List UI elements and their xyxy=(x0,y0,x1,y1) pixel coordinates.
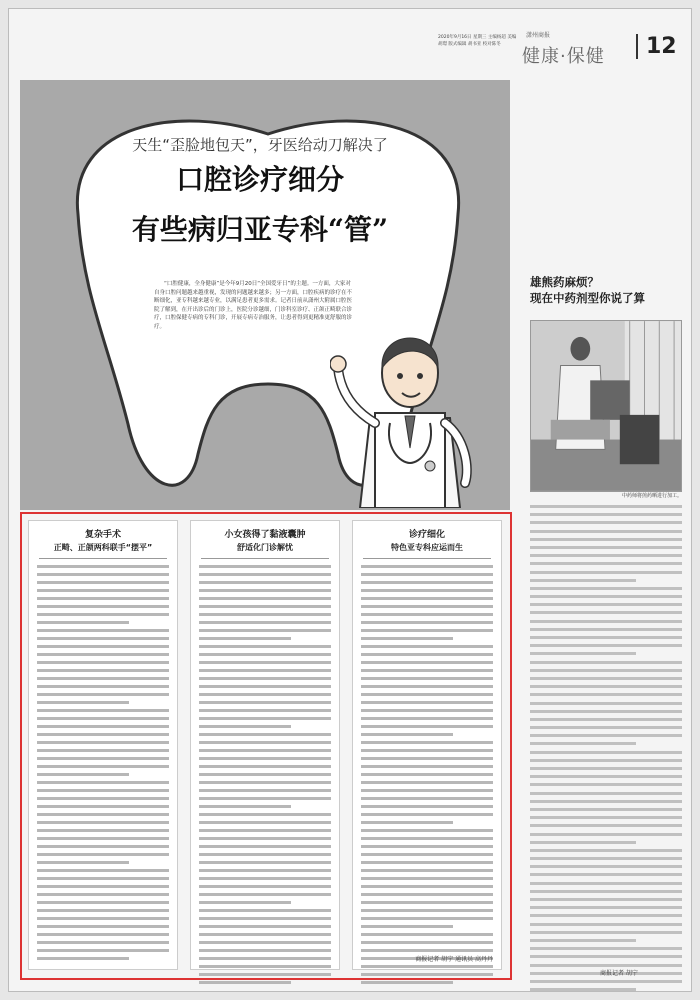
column-3-rule xyxy=(363,558,491,559)
header-brand: 潇州商报 xyxy=(526,32,551,39)
column-2-subtitle: 舒适化门诊解忧 xyxy=(237,543,293,552)
column-1-subtitle: 正畸、正颌两科联手“摆平” xyxy=(53,543,153,552)
column-3-body xyxy=(353,565,501,984)
side-title-line-1: 雄熊药麻烦？ xyxy=(530,275,599,289)
column-1-rule xyxy=(39,558,167,559)
side-title-line-2: 现在中药剂型你说了算 xyxy=(530,291,645,305)
section-title: 健康·保健 xyxy=(522,46,605,67)
column-3-byline: 商报记者 胡宁 通讯员 高丹丹 xyxy=(415,956,493,963)
column-2-rule xyxy=(201,558,329,559)
column-3-title: 诊疗细化 xyxy=(408,530,445,540)
doctor-cartoon xyxy=(330,298,490,508)
side-article-title xyxy=(530,274,690,306)
page-number: 12 xyxy=(636,34,677,59)
column-2-title: 小女孩得了黏液囊肿 xyxy=(224,530,306,540)
article-column-2 xyxy=(190,520,340,970)
headline-line-1: 口腔诊疗细分 xyxy=(175,163,344,196)
side-byline: 商报记者 胡宁 xyxy=(600,970,638,977)
article-column-1 xyxy=(28,520,178,970)
headline-line-2: 有些病归亚专科“管” xyxy=(131,213,389,246)
feature-lead: “口腔健康，全身健康”是今年9月20日“全国爱牙日”的主题。一方面，大家对自身口腔问题越来越重视，发现的问题越来越多；另一方面，口腔疾病的诊疗在不断细化，亚专科越来越专业，以满足患者更多需求。记者日前从潇州大附属口腔医院了解到，在开出诊后的门诊上，医院分诊越细，门诊科室诊疗、正颌正畸联合诊疗，口腔保健专病的专科门诊，开展专病专治服务，让患者得到更精准更舒服的诊疗。 xyxy=(154,281,353,330)
header-meta: 2020年9月16日 星期三 主编杨超 美编胡璟 版式编辑 胡书亚 校对陈冬 xyxy=(438,35,517,47)
column-1-body xyxy=(29,565,177,960)
page-header xyxy=(438,20,688,75)
pharmacist-photo xyxy=(530,320,682,492)
column-1-title: 复杂手术 xyxy=(84,530,121,540)
side-article-body xyxy=(530,505,682,980)
column-2-body xyxy=(191,565,339,984)
column-3-subtitle: 特色亚专科应运而生 xyxy=(391,543,463,552)
feature-kicker: 天生“歪脸地包天”，牙医给动刀解决了 xyxy=(132,136,388,154)
article-column-3 xyxy=(352,520,502,970)
photo-caption: 中药师将煎药晒进行加工。 xyxy=(621,493,682,499)
